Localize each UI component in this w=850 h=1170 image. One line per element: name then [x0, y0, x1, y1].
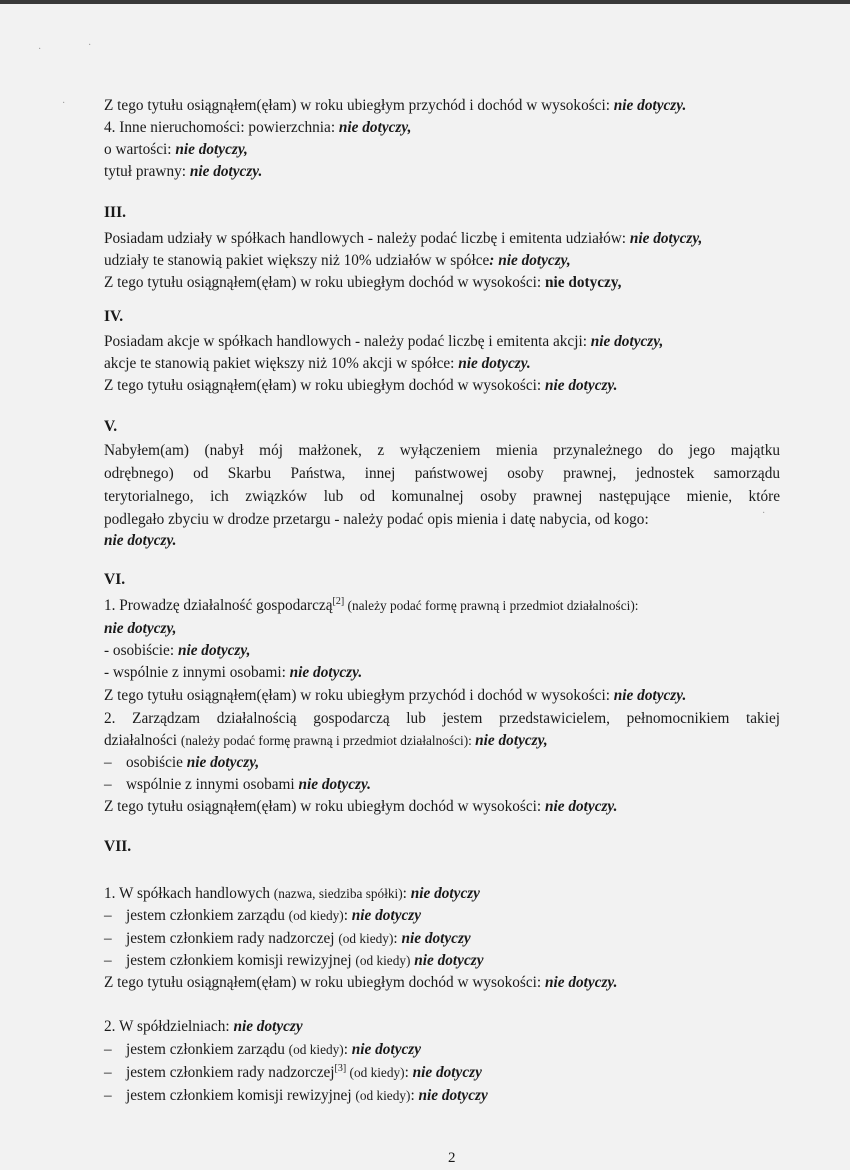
section-heading-v: V. — [104, 418, 118, 435]
section-heading-iv: IV. — [104, 308, 124, 325]
text-line: Z tego tytułu osiągnąłem(ęłam) w roku ubiegłym przychód i dochód w wysokości: nie dotyczy. — [104, 687, 687, 704]
scan-speck: · — [62, 98, 66, 109]
text-line: Z tego tytułu osiągnąłem(ęłam) w roku ubiegłym dochód w wysokości: nie dotyczy. — [104, 798, 618, 815]
text-line: Posiadam udziały w spółkach handlowych - należy podać liczbę i emitenta udziałów: nie dotyczy, — [104, 230, 703, 247]
text-line: nie dotyczy, — [104, 620, 177, 637]
text-line: Z tego tytułu osiągnąłem(ęłam) w roku ubiegłym dochód w wysokości: nie dotyczy, — [104, 274, 622, 291]
text-line: 2. Zarządzam działalnością gospodarczą lub jestem przedstawicielem, pełnomocnikiem takiej — [104, 710, 780, 727]
text-line: podlegało zbyciu w drodze przetargu - należy podać opis mienia i datę nabycia, od kogo: — [104, 511, 649, 528]
text-line: – jestem członkiem rady nadzorczej (od kiedy): nie dotyczy — [104, 930, 471, 947]
text-line: Z tego tytułu osiągnąłem(ęłam) w roku ubiegłym dochód w wysokości: nie dotyczy. — [104, 377, 618, 394]
text-line: 2. W spółdzielniach: nie dotyczy — [104, 1018, 303, 1035]
text-line: – jestem członkiem komisji rewizyjnej (od kiedy) nie dotyczy — [104, 952, 484, 969]
scan-speck: · — [88, 40, 92, 51]
text-line: Posiadam akcje w spółkach handlowych - należy podać liczbę i emitenta akcji: nie dotyczy, — [104, 333, 664, 350]
text-line: – jestem członkiem rady nadzorczej[3] (od kiedy): nie dotyczy — [104, 1062, 482, 1081]
text-line: tytuł prawny: nie dotyczy. — [104, 163, 263, 180]
text-line: terytorialnego, ich związków lub od komunalnej osoby prawnej następujące mienie, które — [104, 488, 780, 505]
text-line: udziały te stanowią pakiet większy niż 10% udziałów w spółce: nie dotyczy, — [104, 252, 571, 269]
text-line: działalności (należy podać formę prawną i przedmiot działalności): nie dotyczy, — [104, 732, 548, 749]
text-line: – osobiście nie dotyczy, — [104, 754, 260, 771]
text-line: Z tego tytułu osiągnąłem(ęłam) w roku ubiegłym dochód w wysokości: nie dotyczy. — [104, 974, 618, 991]
text-line: – jestem członkiem zarządu (od kiedy): nie dotyczy — [104, 1041, 422, 1058]
section-heading-vii: VII. — [104, 838, 132, 855]
text-line: 1. Prowadzę działalność gospodarczą[2] (należy podać formę prawną i przedmiot działalności): — [104, 595, 639, 614]
text-line: Z tego tytułu osiągnąłem(ęłam) w roku ubiegłym przychód i dochód w wysokości: nie dotyczy. — [104, 97, 687, 114]
text-line: odrębnego) od Skarbu Państwa, innej państwowej osoby prawnej, jednostek samorządu — [104, 465, 780, 482]
section-heading-vi: VI. — [104, 571, 126, 588]
text-line: nie dotyczy. — [104, 532, 177, 549]
scan-speck: · — [762, 508, 766, 519]
text-line: o wartości: nie dotyczy, — [104, 141, 248, 158]
text-line: akcje te stanowią pakiet większy niż 10% akcji w spółce: nie dotyczy. — [104, 355, 531, 372]
page-number: 2 — [448, 1150, 456, 1166]
section-heading-iii: III. — [104, 204, 126, 221]
text-line: 4. Inne nieruchomości: powierzchnia: nie dotyczy, — [104, 119, 412, 136]
scan-speck: · — [38, 44, 42, 55]
text-line: 1. W spółkach handlowych (nazwa, siedziba spółki): nie dotyczy — [104, 885, 480, 902]
text-line: – wspólnie z innymi osobami nie dotyczy. — [104, 776, 372, 793]
text-line: – jestem członkiem komisji rewizyjnej (od kiedy): nie dotyczy — [104, 1087, 488, 1104]
text-line: - osobiście: nie dotyczy, — [104, 642, 251, 659]
text-line: - wspólnie z innymi osobami: nie dotyczy. — [104, 664, 363, 681]
text-line: Nabyłem(am) (nabył mój małżonek, z wyłączeniem mienia przynależnego do jego majątku — [104, 442, 780, 459]
text-line: – jestem członkiem zarządu (od kiedy): nie dotyczy — [104, 907, 422, 924]
